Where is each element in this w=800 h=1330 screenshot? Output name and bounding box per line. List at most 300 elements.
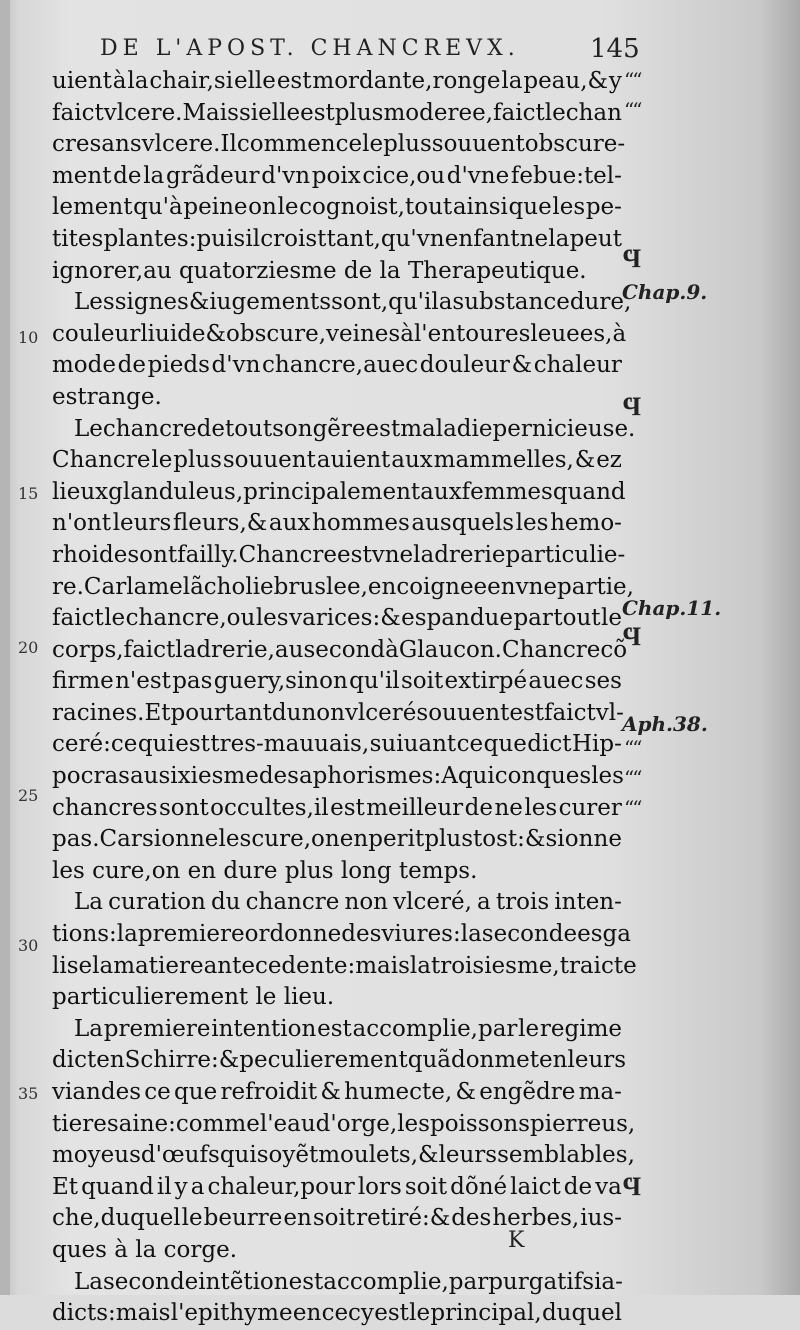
word: auec: [528, 668, 584, 695]
word: l'epithyme: [170, 1300, 293, 1327]
word: le: [181, 1205, 203, 1232]
text-line: [52, 887, 622, 919]
line-number: 10: [18, 328, 39, 347]
word: trois: [495, 889, 550, 916]
word: liuide: [140, 320, 206, 347]
text-line: [52, 603, 622, 635]
word: firme: [52, 668, 114, 695]
word: peut: [569, 225, 622, 252]
word: cre: [52, 131, 90, 158]
text-line: [52, 98, 622, 130]
word: chancre: [102, 415, 197, 442]
word: si: [141, 826, 162, 853]
word: qu'à: [133, 194, 183, 221]
word: esga: [577, 921, 631, 948]
word: particulie-: [505, 541, 626, 568]
word: d'vn: [261, 162, 311, 189]
word: n'ont: [52, 510, 112, 537]
text-line: [52, 161, 622, 193]
word: est: [365, 415, 401, 442]
word: humecte,: [344, 1079, 453, 1105]
word: on: [161, 826, 190, 853]
word: perit: [368, 826, 425, 853]
word: rhoides: [52, 541, 140, 568]
word: pas: [172, 668, 213, 695]
quotation-mark: ““: [624, 68, 641, 92]
word: tiere: [52, 1110, 107, 1137]
word: ne: [494, 794, 523, 821]
word: la: [409, 952, 431, 979]
word: fleurs,&: [172, 510, 268, 537]
word: plus: [383, 131, 432, 158]
word: chancre: [245, 889, 340, 916]
word: dicts:mais: [52, 1300, 171, 1327]
word: failly.Chancre: [177, 541, 338, 568]
word: le: [601, 605, 622, 632]
word: ceré:ce: [52, 731, 138, 758]
word: dure,: [569, 289, 632, 316]
word: quãd: [407, 1047, 466, 1074]
word: du: [271, 699, 302, 726]
word: la: [127, 68, 149, 94]
word: ez: [596, 447, 622, 474]
word: est: [300, 99, 335, 126]
word: lise: [52, 952, 93, 979]
word: leurs: [112, 510, 172, 537]
word: semblables,: [497, 1142, 635, 1169]
word: &: [511, 352, 533, 379]
quotation-mark: ““: [624, 98, 641, 122]
word: Glaucon.Chancre: [398, 636, 601, 663]
word: tites: [52, 225, 104, 252]
word: moyeus: [52, 1142, 141, 1169]
word: sans: [89, 131, 142, 158]
word: seconde: [481, 921, 578, 948]
word: ce: [144, 1079, 171, 1105]
word: ne: [593, 826, 622, 853]
word: en: [339, 826, 369, 853]
word: est: [337, 541, 372, 568]
word: principalement: [243, 478, 421, 505]
word: aux: [391, 447, 433, 474]
word: chaleur,pour: [207, 1173, 355, 1200]
text-line: [52, 572, 634, 604]
word: poissons: [429, 1110, 530, 1137]
word: ses: [584, 668, 622, 695]
word: substance: [452, 289, 570, 316]
word: croist: [260, 225, 327, 252]
word: aux: [268, 510, 311, 537]
word: non: [301, 699, 345, 726]
line-number: 30: [18, 936, 39, 955]
word: retiré:&: [356, 1205, 451, 1232]
word: ordonne: [244, 921, 342, 948]
word: que: [483, 731, 527, 758]
word: melãcholie: [147, 573, 274, 600]
word: chaleur: [533, 352, 622, 379]
word: &: [205, 320, 227, 347]
word: plus: [173, 447, 222, 474]
word: vlcere.Il: [141, 131, 237, 158]
word: le: [277, 194, 299, 221]
word: beurre: [203, 1205, 283, 1232]
word: :: [347, 952, 356, 979]
word: de: [113, 162, 142, 189]
word: plus: [334, 99, 384, 126]
word: intention: [211, 1015, 317, 1042]
word: pieds: [147, 352, 210, 379]
word: moderee,faict: [383, 99, 545, 126]
word: antecedente: [203, 952, 348, 979]
word: souuent: [222, 447, 316, 474]
word: soyẽt: [256, 1142, 319, 1169]
word: enfant: [444, 225, 520, 252]
quotation-mark: ““: [624, 766, 641, 790]
marginal-symbol: Ϥ: [622, 244, 641, 274]
word: d'vn: [211, 352, 261, 379]
word: a: [477, 889, 491, 916]
word: n'est: [115, 668, 171, 695]
text-line: [52, 1140, 635, 1172]
word: cure,on: [251, 826, 340, 853]
word: che,duquel: [52, 1205, 181, 1232]
word: vne: [515, 573, 558, 600]
word: saine:comme: [106, 1110, 260, 1137]
word: les: [515, 510, 549, 537]
word: à: [400, 320, 414, 347]
text-line: estrange.: [52, 383, 162, 410]
marginal-symbol: Ϥ: [622, 622, 641, 652]
word: premiere: [137, 921, 245, 948]
word: les: [218, 826, 252, 853]
word: le: [518, 1015, 540, 1042]
word: gẽre: [312, 415, 366, 442]
text-line: [52, 729, 622, 761]
word: soit: [400, 668, 444, 695]
word: troisiesme,traicte: [430, 952, 637, 979]
word: racines.Et: [52, 699, 171, 726]
text-line: [52, 1014, 622, 1046]
word: espandue: [401, 605, 513, 632]
gutter-shadow: [0, 0, 10, 1295]
word: dict: [527, 731, 572, 758]
word: ladrerie,au: [175, 636, 304, 663]
word: Chancre: [52, 447, 151, 474]
text-line: les cure,on en dure plus long temps.: [52, 857, 478, 884]
word: en: [292, 1300, 322, 1327]
word: tout: [553, 605, 601, 632]
word: de: [563, 1173, 593, 1200]
word: si: [545, 826, 565, 853]
word: le: [409, 1300, 431, 1327]
text-line: [52, 287, 632, 319]
word: mordante,ronge: [312, 68, 501, 94]
word: ia-: [594, 1268, 623, 1295]
word: quand: [81, 1173, 154, 1200]
word: obscure,veines: [226, 320, 401, 347]
word: tant,qu'vn: [326, 225, 445, 252]
margin-note-aph: Aph.38.: [622, 712, 708, 736]
word: vlcere.Mais: [103, 99, 239, 126]
word: chancre,ou: [125, 605, 256, 632]
quotation-mark: ““: [624, 796, 641, 820]
word: inten-: [554, 889, 622, 916]
word: vl-: [595, 699, 624, 726]
word: les: [255, 605, 289, 632]
word: vlceré: [344, 699, 417, 726]
word: cice,ou: [362, 162, 446, 189]
word: les: [591, 763, 624, 790]
word: suiuant: [369, 731, 457, 758]
word: met: [494, 1047, 540, 1074]
text-line: [52, 1172, 622, 1204]
word: vlceré,: [393, 889, 472, 916]
text-line: [52, 224, 622, 256]
word: en: [487, 573, 516, 600]
word: il: [245, 225, 261, 252]
word: partie,: [557, 573, 634, 600]
text-line: [52, 1077, 622, 1109]
word: si: [238, 99, 259, 126]
word: peau,&: [523, 68, 608, 94]
word: curation: [108, 889, 206, 916]
word: hemo-: [550, 510, 622, 537]
word: tres-mauuais,: [210, 731, 370, 758]
word: intẽtion: [198, 1268, 289, 1295]
word: en: [283, 1205, 312, 1232]
word: pas.Car: [52, 826, 142, 853]
word: souuent: [431, 131, 525, 158]
word: mammelles,: [433, 447, 574, 474]
quotation-mark: ““: [624, 736, 641, 760]
word: a: [190, 1173, 205, 1200]
word: ont: [139, 541, 178, 568]
word: dict: [52, 1047, 97, 1074]
word: que: [174, 1079, 218, 1105]
word: des: [258, 763, 299, 790]
word: non: [344, 889, 388, 916]
word: occultes,il: [210, 794, 329, 821]
word: &: [574, 447, 596, 474]
word: d'œufs: [140, 1142, 220, 1169]
word: bruslee,encoignee: [273, 573, 488, 600]
word: des: [451, 1205, 492, 1232]
word: viandes: [52, 1079, 142, 1105]
word: est: [509, 699, 545, 726]
word: pourtant: [170, 699, 272, 726]
word: ce: [456, 731, 484, 758]
word: Les: [74, 289, 115, 316]
word: La: [74, 1015, 103, 1042]
word: est: [288, 1268, 324, 1295]
word: le: [104, 605, 126, 632]
word: il: [156, 1173, 172, 1200]
margin-note-chap11: Chap.11.: [622, 596, 722, 620]
word: febue:tel-: [510, 162, 622, 189]
word: à: [112, 68, 127, 94]
word: ius-: [580, 1205, 622, 1232]
word: glanduleus,: [108, 478, 244, 505]
word: poix: [311, 162, 361, 189]
word: chan: [565, 99, 622, 126]
word: est: [317, 1015, 352, 1042]
word: ma-: [578, 1079, 622, 1105]
word: du: [210, 889, 241, 916]
word: tions:la: [52, 921, 138, 948]
word: commence: [236, 131, 363, 158]
text-line: particulierement le lieu.: [52, 984, 335, 1011]
word: varices:&: [289, 605, 401, 632]
word: corps,faict: [52, 636, 176, 663]
word: chair,si: [149, 68, 234, 94]
word: que: [508, 194, 552, 221]
word: pierreus,: [529, 1110, 636, 1137]
body-text: [52, 66, 637, 1330]
word: a: [438, 289, 453, 316]
word: ainsi: [452, 194, 508, 221]
word: Hip-: [571, 731, 622, 758]
word: mode: [52, 352, 116, 379]
word: qui: [219, 1142, 257, 1169]
word: peine: [183, 194, 248, 221]
word: cõ: [600, 636, 628, 663]
word: quand: [552, 478, 626, 505]
text-line: [52, 824, 622, 856]
word: l'eau: [259, 1110, 316, 1137]
word: lieux: [52, 478, 109, 505]
word: sixiesme: [158, 763, 259, 790]
word: moulets,&: [318, 1142, 439, 1169]
word: femmes: [461, 478, 553, 505]
text-line: [52, 635, 628, 667]
word: dõné: [450, 1173, 508, 1200]
word: ladrerie: [413, 541, 506, 568]
word: purgatifs: [488, 1268, 595, 1295]
text-line: [52, 919, 631, 951]
word: la: [548, 225, 570, 252]
word: au: [129, 763, 159, 790]
text-line: [52, 793, 622, 825]
text-line: [52, 350, 622, 382]
word: de: [196, 415, 225, 442]
word: faict: [52, 99, 104, 126]
word: les: [524, 794, 558, 821]
word: obscure-: [524, 131, 626, 158]
word: on: [564, 826, 594, 853]
text-line: [52, 540, 626, 572]
word: mais: [355, 952, 410, 979]
word: est: [374, 1300, 409, 1327]
word: Et: [52, 1173, 79, 1200]
word: ment: [52, 162, 112, 189]
text-line: ques à la corge.: [52, 1236, 238, 1263]
word: la: [501, 68, 523, 94]
word: d'orge,les: [315, 1110, 430, 1137]
text-line: [52, 666, 622, 698]
line-number: 15: [18, 484, 39, 503]
text-line: [52, 477, 626, 509]
word: on: [248, 194, 277, 221]
word: herbes,: [492, 1205, 580, 1232]
word: l'entour: [413, 320, 505, 347]
text-line: [52, 445, 622, 477]
word: le: [362, 131, 384, 158]
word: d'vne: [446, 162, 510, 189]
word: esleuees,à: [504, 320, 627, 347]
word: par: [513, 605, 553, 632]
running-head: DE L'APOST. CHANCREVX.: [100, 36, 520, 61]
word: quiconques: [457, 763, 592, 790]
word: de: [117, 352, 146, 379]
word: duquel: [541, 1300, 622, 1327]
word: laict: [510, 1173, 561, 1200]
word: soit: [404, 1173, 448, 1200]
text-line: [52, 129, 626, 161]
word: grãdeur: [165, 162, 260, 189]
text-line: [52, 66, 622, 98]
word: curer: [558, 794, 622, 821]
text-line: [52, 1298, 622, 1330]
word: chancres: [52, 794, 158, 821]
word: premiere: [103, 1015, 211, 1042]
text-line: [52, 1267, 622, 1299]
word: ne: [519, 225, 549, 252]
word: &: [455, 1079, 476, 1105]
word: chancre,auec: [262, 352, 419, 379]
word: elle: [233, 68, 276, 94]
text-line: [52, 698, 622, 730]
word: pocras: [52, 763, 130, 790]
line-number: 35: [18, 1084, 39, 1103]
word: va: [595, 1173, 622, 1200]
word: lement: [52, 194, 133, 221]
word: sont,qu'il: [331, 289, 439, 316]
word: est: [175, 731, 210, 758]
word: cognoist,tout: [299, 194, 453, 221]
word: auient: [316, 447, 391, 474]
word: La: [74, 1268, 103, 1295]
marginal-symbol: Ϥ: [622, 392, 641, 422]
word: tout: [224, 415, 273, 442]
word: principal,: [430, 1300, 542, 1327]
word: cecy: [321, 1300, 374, 1327]
word: ausquels: [411, 510, 515, 537]
word: aux: [420, 478, 462, 505]
margin-note-chap9: Chap.9.: [622, 280, 708, 304]
word: le: [544, 99, 566, 126]
text-line: ignorer,au quatorziesme de la Therapeutique.: [52, 257, 587, 284]
text-line: [52, 951, 637, 983]
word: refroidit: [220, 1079, 318, 1105]
word: est: [330, 794, 365, 821]
word: maladie: [400, 415, 493, 442]
word: vne: [371, 541, 414, 568]
word: &: [320, 1079, 341, 1105]
word: la: [126, 573, 148, 600]
word: accomplie,par: [323, 1268, 489, 1295]
word: on: [465, 1047, 495, 1074]
word: meilleur: [366, 794, 464, 821]
word: re.Car: [52, 573, 127, 600]
word: Le: [74, 415, 103, 442]
word: en: [539, 1047, 568, 1074]
signature-mark: K: [508, 1228, 525, 1253]
word: peculierement: [239, 1047, 408, 1074]
word: de: [464, 794, 493, 821]
word: des: [341, 921, 382, 948]
text-line: [52, 508, 622, 540]
word: second: [303, 636, 386, 663]
